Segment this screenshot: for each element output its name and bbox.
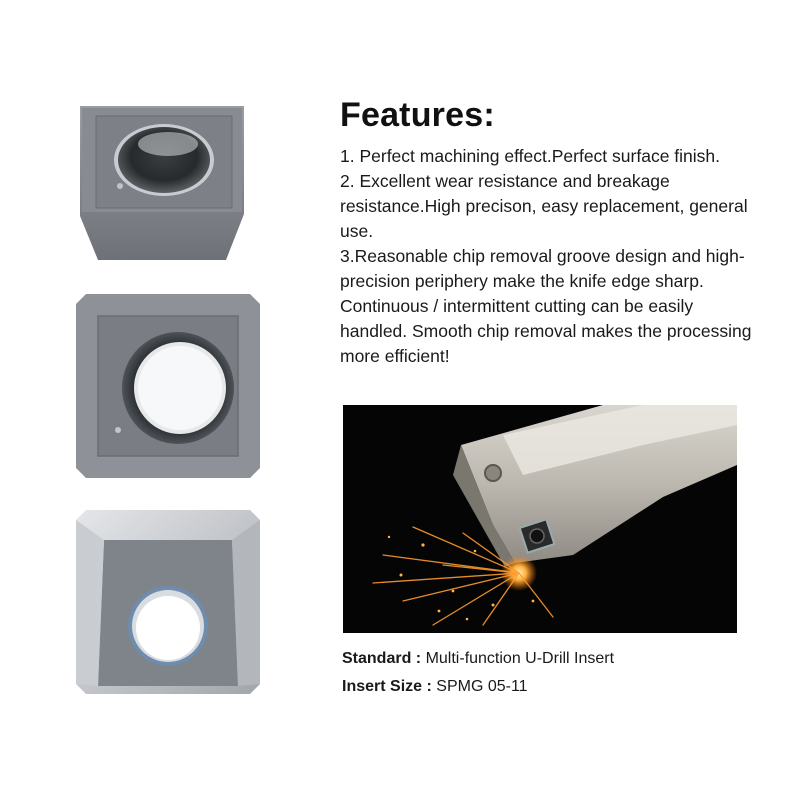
features-title: Features: xyxy=(340,96,495,134)
spec-standard xyxy=(342,650,614,668)
insert-angled-graphic xyxy=(76,104,248,262)
feature-item: 2. Excellent wear resistance and breakage resistance.High precison, easy replacement, general use. xyxy=(340,171,748,241)
insert-image-bottom xyxy=(76,510,260,694)
feature-item: 1. Perfect machining effect.Perfect surface finish. xyxy=(340,146,721,166)
insert-top-graphic xyxy=(76,294,260,478)
spec-insert-size xyxy=(342,678,528,696)
spec-standard-label: Standard : xyxy=(342,650,422,667)
spec-standard-value: Multi-function U-Drill Insert xyxy=(425,650,615,667)
feature-item: 3.Reasonable chip removal groove design and high-precision periphery make the knife edge sharp. Continuous / intermittent cutting can be easily handled. Smooth chip removal makes the processing more efficient! xyxy=(340,246,752,366)
features-list xyxy=(340,144,760,369)
spec-size-value: SPMG 05-11 xyxy=(436,678,528,695)
spec-size-label: Insert Size : xyxy=(342,678,432,695)
u-drill-graphic xyxy=(343,405,737,633)
insert-image-angled xyxy=(76,104,248,262)
drill-cutting-photo xyxy=(343,405,737,633)
insert-bottom-graphic xyxy=(76,510,260,694)
insert-image-top xyxy=(76,294,260,478)
